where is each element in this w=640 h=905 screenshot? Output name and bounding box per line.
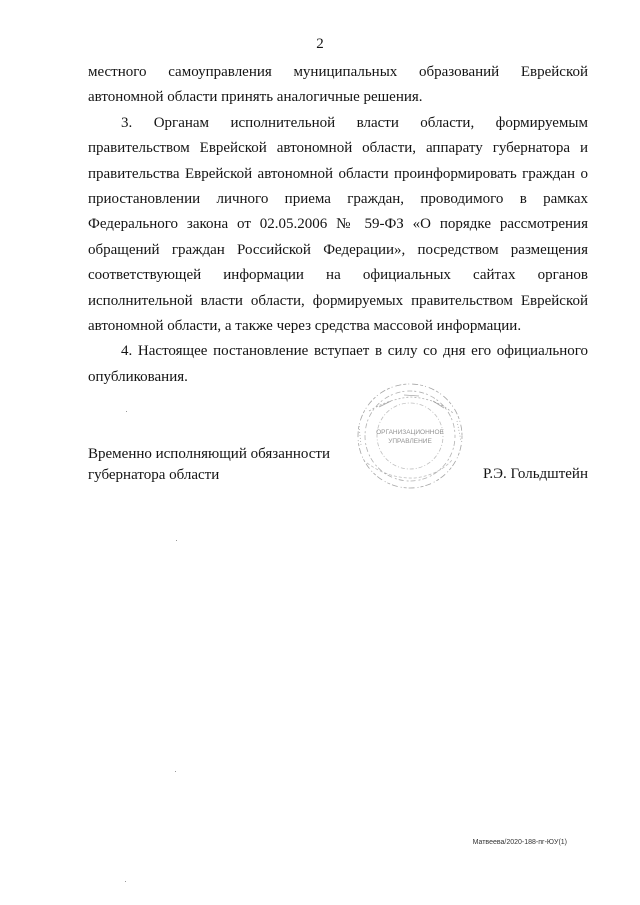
signatory-position: губернатора области — [88, 467, 220, 483]
paragraph-line: исполнительной власти области, формируемых правительством Еврейской — [88, 292, 588, 309]
signatory-name: Р.Э. Гольдштейн — [482, 466, 588, 482]
paragraph-line: приостановлении личного приема граждан, проводимого в рамках — [88, 191, 588, 208]
paragraph-line: автономной области принять аналогичные решения. — [88, 89, 423, 106]
paragraph-line: правительства Еврейской автономной области проинформировать граждан о — [88, 165, 588, 182]
paragraph-line: автономной области, а также через средства массовой информации. — [88, 318, 522, 335]
paragraph-line: правительством Еврейской автономной области, аппарату губернатора и — [88, 140, 588, 157]
scan-speck — [176, 540, 177, 541]
signatory-position: Временно исполняющий обязанности — [88, 446, 331, 462]
stamp-text: ОРГАНИЗАЦИОННОЕ — [376, 429, 444, 436]
paragraph-line: Федерального закона от 02.05.2006 № 59-ФЗ «О порядке рассмотрения — [88, 216, 588, 233]
paragraph-line: опубликования. — [88, 368, 188, 385]
document-body — [88, 60, 588, 390]
paragraph-line: местного самоуправления муниципальных образований Еврейской — [88, 64, 588, 80]
page-number: 2 — [316, 36, 324, 52]
signature-block — [88, 444, 588, 486]
document-code: Матвеева/2020-188-пг-ЮУ(1) — [472, 839, 567, 846]
scan-speck — [125, 881, 126, 882]
paragraph-line: 4. Настоящее постановление вступает в силу со дня его официального — [121, 343, 588, 360]
official-stamp — [349, 381, 471, 491]
paragraph-line: 3. Органам исполнительной власти области, формируемым — [121, 114, 588, 131]
paragraph-line: обращений граждан Российской Федерации», посредством размещения — [88, 241, 588, 258]
stamp-text: УПРАВЛЕНИЕ — [388, 438, 432, 445]
scan-speck — [175, 771, 176, 772]
scan-speck — [126, 411, 127, 412]
paragraph-line: соответствующей информации на официальных сайтах органов — [88, 267, 588, 284]
